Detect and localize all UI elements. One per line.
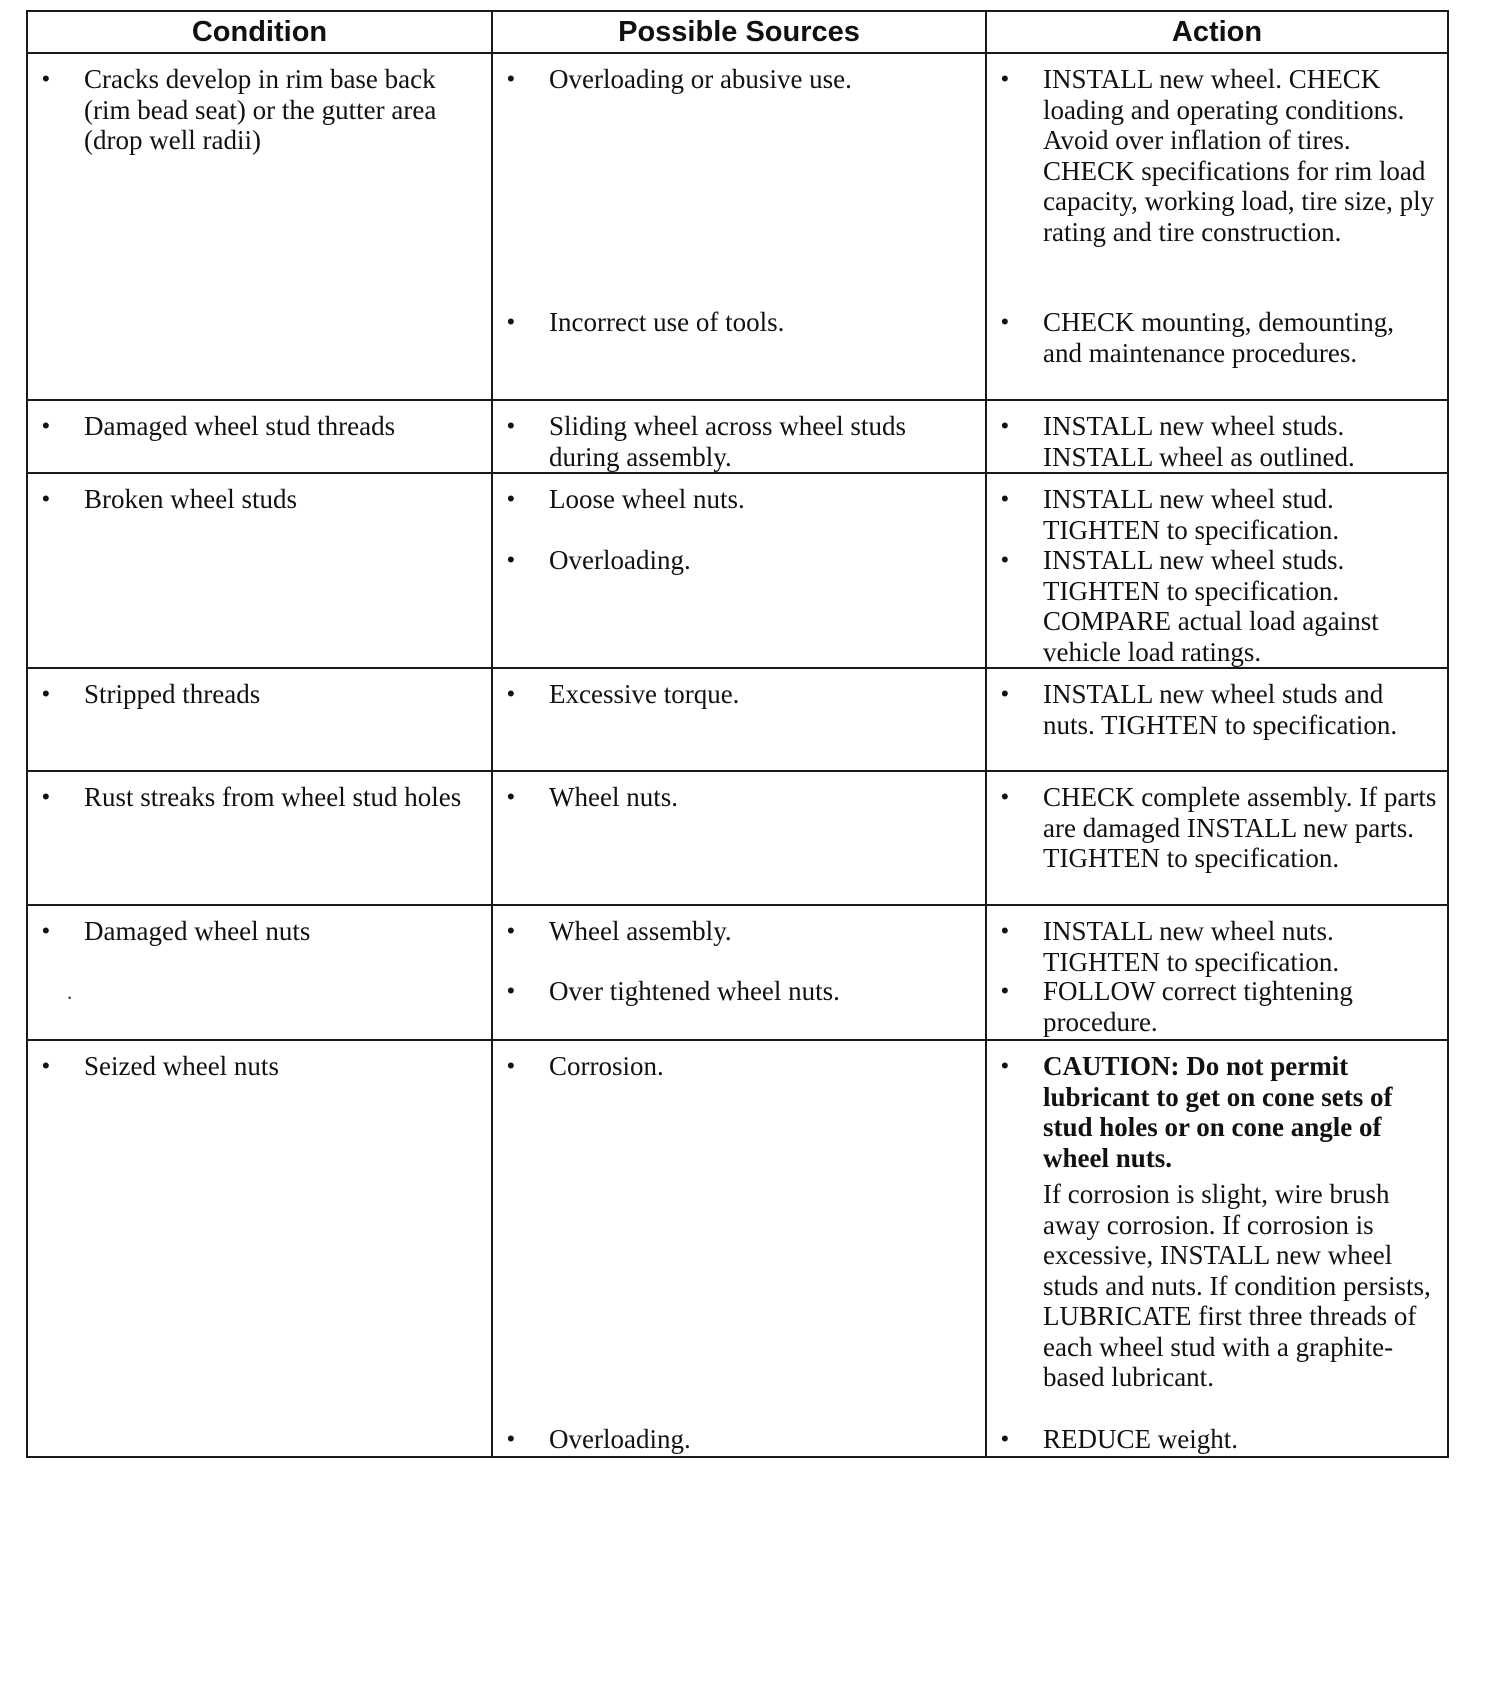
table-row [27, 905, 1448, 1040]
bullet-icon: • [507, 486, 515, 511]
action-text: CAUTION: Do not permit lubricant to get on cone sets of stud holes or on cone angle of wheel nuts. [1043, 1051, 1393, 1173]
bullet-icon: • [1001, 309, 1009, 334]
condition-text: Rust streaks from wheel stud holes [84, 782, 462, 812]
bullet-icon: • [42, 918, 50, 943]
source-item [493, 679, 985, 710]
source-item [493, 916, 985, 947]
bullet-icon: • [42, 1053, 50, 1078]
action-cell [986, 771, 1448, 905]
bullet-icon: • [507, 413, 515, 438]
bullet-icon: • [1001, 547, 1009, 572]
source-cell [492, 53, 986, 400]
bullet-icon: • [1001, 681, 1009, 706]
source-item [493, 64, 985, 95]
action-item [987, 916, 1447, 977]
source-cell [492, 668, 986, 771]
source-text: Corrosion. [549, 1051, 664, 1081]
bullet-icon: • [42, 413, 50, 438]
source-item [493, 307, 985, 338]
condition-cell [27, 1040, 492, 1457]
source-text: Incorrect use of tools. [549, 307, 785, 337]
source-text: Overloading. [549, 1424, 691, 1454]
condition-text: Damaged wheel stud threads [84, 411, 396, 441]
source-cell [492, 400, 986, 473]
header-action: Action [986, 11, 1448, 53]
source-cell [492, 473, 986, 668]
bullet-icon: • [42, 66, 50, 91]
source-text: Over tightened wheel nuts. [549, 976, 840, 1006]
bullet-icon: • [507, 918, 515, 943]
bullet-icon: • [42, 784, 50, 809]
condition-item [28, 916, 491, 947]
action-item [987, 679, 1447, 740]
bullet-icon: • [1001, 978, 1009, 1003]
source-text: Wheel nuts. [549, 782, 678, 812]
action-text: INSTALL new wheel nuts. TIGHTEN to specification. [1043, 916, 1340, 977]
action-item [987, 307, 1447, 368]
bullet-icon: • [507, 547, 515, 572]
condition-item [28, 679, 491, 710]
table-row [27, 668, 1448, 771]
bullet-icon: • [1001, 66, 1009, 91]
table-row [27, 53, 1448, 400]
source-cell [492, 1040, 986, 1457]
scan-speck: · [66, 984, 74, 1009]
source-item [493, 484, 985, 515]
action-item [987, 411, 1447, 472]
source-text: Wheel assembly. [549, 916, 732, 946]
condition-text: Seized wheel nuts [84, 1051, 279, 1081]
bullet-icon: • [507, 1053, 515, 1078]
source-item [493, 976, 985, 1007]
table-row [27, 1040, 1448, 1457]
action-cell [986, 53, 1448, 400]
source-text: Sliding wheel across wheel studs during assembly. [549, 411, 906, 472]
condition-text: Broken wheel studs [84, 484, 297, 514]
bullet-icon: • [1001, 1426, 1009, 1451]
condition-cell [27, 400, 492, 473]
condition-item [28, 411, 491, 442]
bullet-icon: • [1001, 1053, 1009, 1078]
action-text: INSTALL new wheel studs. TIGHTEN to specification. COMPARE actual load against vehicle load ratings. [1043, 545, 1379, 667]
action-text: REDUCE weight. [1043, 1424, 1238, 1454]
action-text: INSTALL new wheel. CHECK loading and operating conditions. Avoid over inflation of tires. CHECK specifications for rim load capacity, working load, tire size, ply rating and tire construction. [1043, 64, 1435, 247]
condition-text: Stripped threads [84, 679, 261, 709]
action-text: FOLLOW correct tightening procedure. [1043, 976, 1353, 1037]
table-row [27, 473, 1448, 668]
action-text: INSTALL new wheel studs. INSTALL wheel as outlined. [1043, 411, 1355, 472]
bullet-icon: • [1001, 486, 1009, 511]
bullet-icon: • [1001, 413, 1009, 438]
action-item [987, 1051, 1447, 1393]
bullet-icon: • [1001, 918, 1009, 943]
bullet-icon: • [42, 681, 50, 706]
condition-item [28, 1051, 491, 1082]
condition-text: Cracks develop in rim base back (rim bead seat) or the gutter area (drop well radii) [84, 64, 437, 155]
table-row [27, 771, 1448, 905]
bullet-icon: • [507, 681, 515, 706]
source-item [493, 545, 985, 576]
action-cell [986, 668, 1448, 771]
action-text: CHECK mounting, demounting, and maintenance procedures. [1043, 307, 1394, 368]
bullet-icon: • [507, 978, 515, 1003]
condition-item [28, 484, 491, 515]
source-item [493, 1424, 985, 1455]
condition-cell [27, 668, 492, 771]
header-possible-sources: Possible Sources [492, 11, 986, 53]
action-cell [986, 905, 1448, 1040]
bullet-icon: • [42, 486, 50, 511]
condition-item [28, 64, 491, 156]
action-note-text: If corrosion is slight, wire brush away corrosion. If corrosion is excessive, INSTALL new wheel studs and nuts. If condition persists, LUBRICATE first three threads of each wheel stud with a graphite-based lubricant. [1043, 1179, 1431, 1392]
header-row [27, 11, 1448, 53]
condition-text: Damaged wheel nuts [84, 916, 311, 946]
action-item [987, 976, 1447, 1037]
condition-cell [27, 53, 492, 400]
action-text: INSTALL new wheel studs and nuts. TIGHTEN to specification. [1043, 679, 1398, 740]
bullet-icon: • [507, 1426, 515, 1451]
condition-item [28, 782, 491, 813]
condition-cell [27, 473, 492, 668]
bullet-icon: • [507, 309, 515, 334]
bullet-icon: • [1001, 784, 1009, 809]
action-text: CHECK complete assembly. If parts are damaged INSTALL new parts. TIGHTEN to specification. [1043, 782, 1437, 873]
source-text: Loose wheel nuts. [549, 484, 745, 514]
action-cell [986, 1040, 1448, 1457]
bullet-icon: • [507, 66, 515, 91]
action-item [987, 64, 1447, 247]
source-cell [492, 771, 986, 905]
action-cell [986, 400, 1448, 473]
source-text: Excessive torque. [549, 679, 740, 709]
bullet-icon: • [507, 784, 515, 809]
condition-cell [27, 905, 492, 1040]
source-item [493, 782, 985, 813]
source-item [493, 1051, 985, 1082]
troubleshooting-table [26, 10, 1449, 1458]
source-item [493, 411, 985, 472]
action-item [987, 782, 1447, 874]
action-item [987, 1424, 1447, 1455]
source-cell [492, 905, 986, 1040]
condition-cell [27, 771, 492, 905]
source-text: Overloading. [549, 545, 691, 575]
action-cell [986, 473, 1448, 668]
action-item [987, 484, 1447, 545]
source-text: Overloading or abusive use. [549, 64, 852, 94]
action-item [987, 545, 1447, 667]
action-text: INSTALL new wheel stud. TIGHTEN to specification. [1043, 484, 1340, 545]
header-condition: Condition [27, 11, 492, 53]
table-row [27, 400, 1448, 473]
